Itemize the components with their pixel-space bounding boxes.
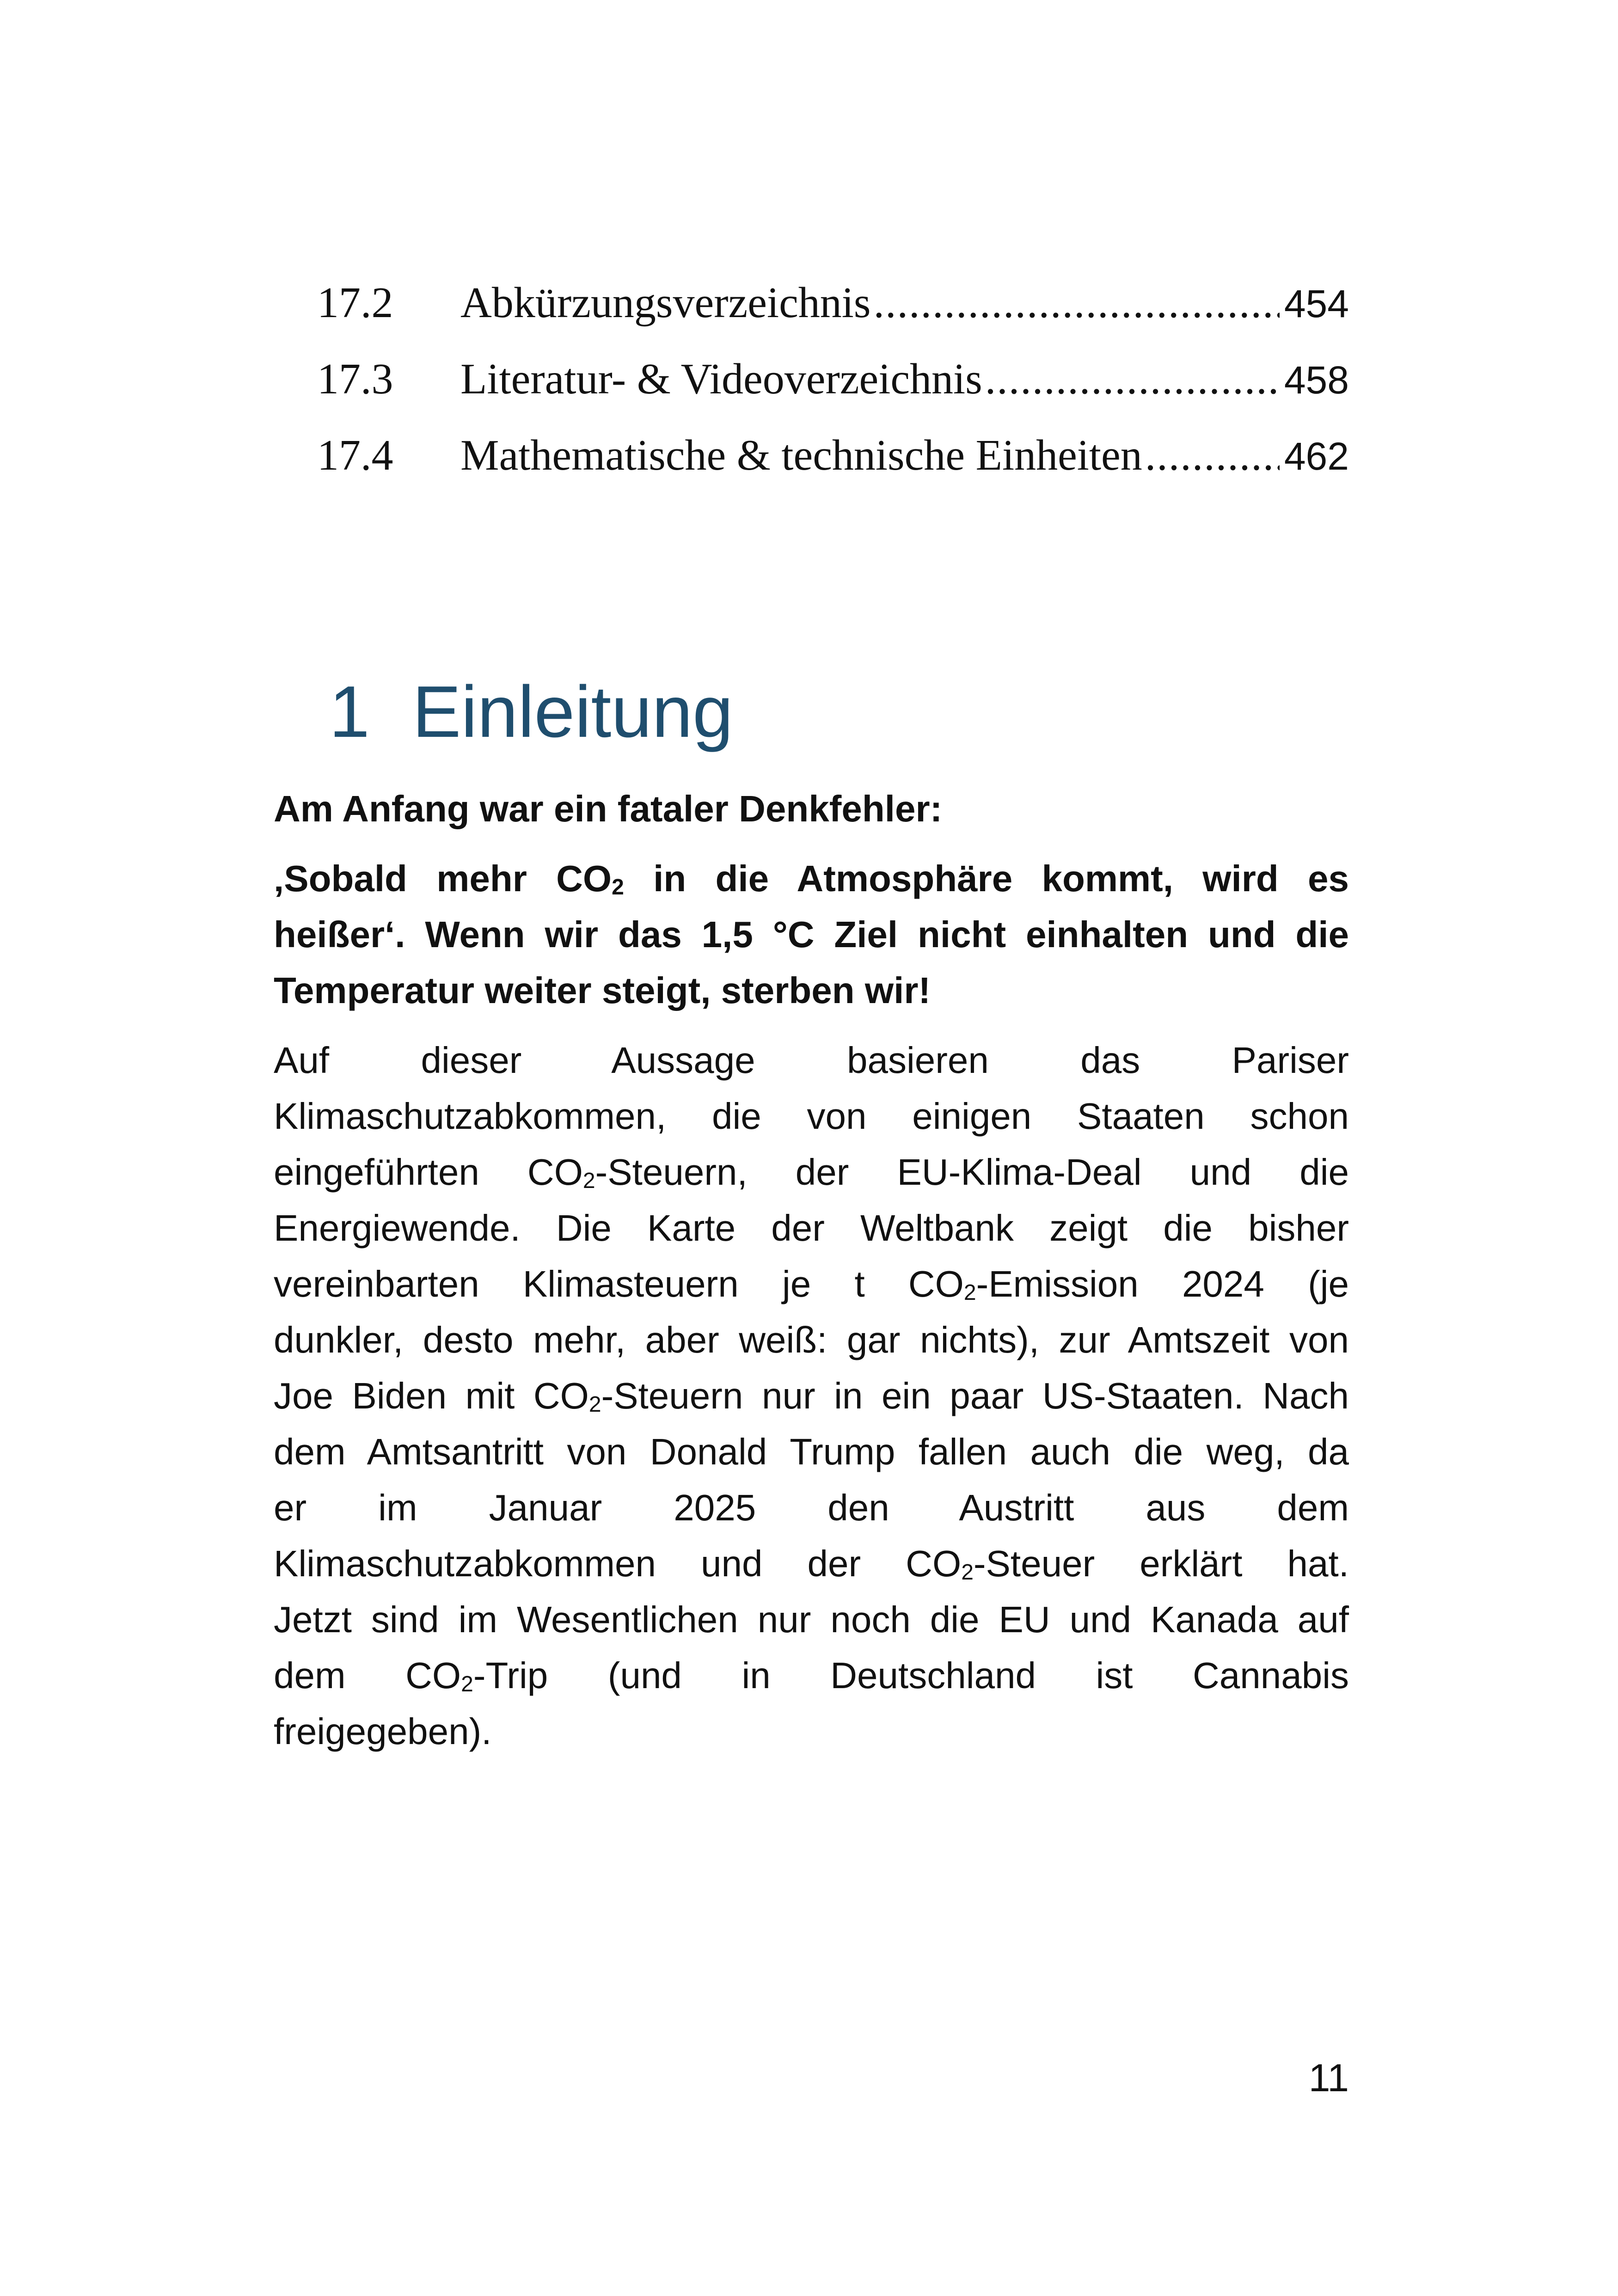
body-line: [274, 1536, 1349, 1592]
body-line: [274, 1647, 1349, 1703]
toc-entry-title: Abkürzungsverzeichnis: [460, 279, 871, 327]
chapter-number: 1: [329, 671, 370, 753]
toc-entry-page: 462: [1284, 435, 1349, 478]
toc-dot-leader: [985, 344, 1280, 414]
body-text: -Steuer erklärt hat.: [973, 1543, 1349, 1584]
toc-entry-page: 454: [1284, 282, 1349, 325]
co2-subscript: 2: [963, 1280, 976, 1305]
co2-subscript: 2: [961, 1560, 974, 1585]
body-text: Klimaschutzabkommen und der CO: [274, 1543, 962, 1584]
chapter-content: [274, 781, 1349, 1759]
toc-entry-number: 17.4: [317, 431, 393, 479]
body-line: [274, 1256, 1349, 1312]
bold-quote: [274, 851, 1349, 1018]
body-paragraph: [274, 1032, 1349, 1759]
body-line: freigegeben).: [274, 1711, 492, 1752]
body-text: -Steuern nur in ein paar US-Staaten. Nach: [601, 1375, 1349, 1416]
toc-dot-leader: [874, 268, 1280, 337]
body-text: -Trip (und in Deutschland ist Cannabis: [473, 1655, 1349, 1696]
body-text: -Emission 2024 (je: [976, 1263, 1349, 1304]
body-line: Energiewende. Die Karte der Weltbank zeigt die bisher: [274, 1207, 1349, 1249]
toc-entry[interactable]: [317, 421, 1349, 497]
quote-text: ‚Sobald mehr CO: [274, 858, 612, 899]
body-text: -Steuern, der EU-Klima-Deal und die: [595, 1151, 1349, 1193]
body-text: Joe Biden mit CO: [274, 1375, 589, 1416]
body-text: dem CO: [274, 1655, 461, 1696]
table-of-contents: [317, 268, 1349, 497]
body-line: Klimaschutzabkommen, die von einigen Staaten schon: [274, 1096, 1349, 1137]
chapter-heading: [329, 666, 733, 758]
body-text: eingeführten CO: [274, 1151, 583, 1193]
toc-dot-leader: [1145, 421, 1280, 490]
toc-entry[interactable]: [317, 268, 1349, 344]
lead-sentence: Am Anfang war ein fataler Denkfehler:: [274, 788, 943, 829]
body-line: Jetzt sind im Wesentlichen nur noch die EU und Kanada auf: [274, 1599, 1349, 1640]
body-line: dem Amtsantritt von Donald Trump fallen auch die weg, da: [274, 1431, 1349, 1472]
body-line: Auf dieser Aussage basieren das Pariser: [274, 1040, 1349, 1081]
co2-subscript: 2: [588, 1392, 601, 1417]
body-line: dunkler, desto mehr, aber weiß: gar nichts), zur Amtszeit von: [274, 1319, 1349, 1360]
co2-subscript: 2: [461, 1672, 473, 1697]
toc-entry-page: 458: [1284, 358, 1349, 402]
toc-entry-title: Mathematische & technische Einheiten: [460, 431, 1142, 479]
page-number: 11: [1308, 2056, 1349, 2100]
chapter-title: Einleitung: [412, 671, 733, 753]
quote-line: [274, 851, 1349, 906]
co2-subscript: 2: [612, 875, 624, 900]
toc-entry-title: Literatur- & Videoverzeichnis: [460, 355, 982, 403]
body-line: [274, 1368, 1349, 1424]
body-line: [274, 1144, 1349, 1200]
toc-entry-number: 17.2: [317, 279, 393, 327]
quote-line: heißer‘. Wenn wir das 1,5 °C Ziel nicht einhalten und die: [274, 914, 1349, 955]
co2-subscript: 2: [582, 1169, 595, 1194]
quote-text: in die Atmosphäre kommt, wird es: [624, 858, 1349, 899]
body-line: er im Januar 2025 den Austritt aus dem: [274, 1487, 1349, 1528]
toc-entry[interactable]: [317, 344, 1349, 421]
toc-entry-number: 17.3: [317, 355, 393, 403]
quote-line: Temperatur weiter steigt, sterben wir!: [274, 970, 931, 1011]
body-text: vereinbarten Klimasteuern je t CO: [274, 1263, 964, 1304]
